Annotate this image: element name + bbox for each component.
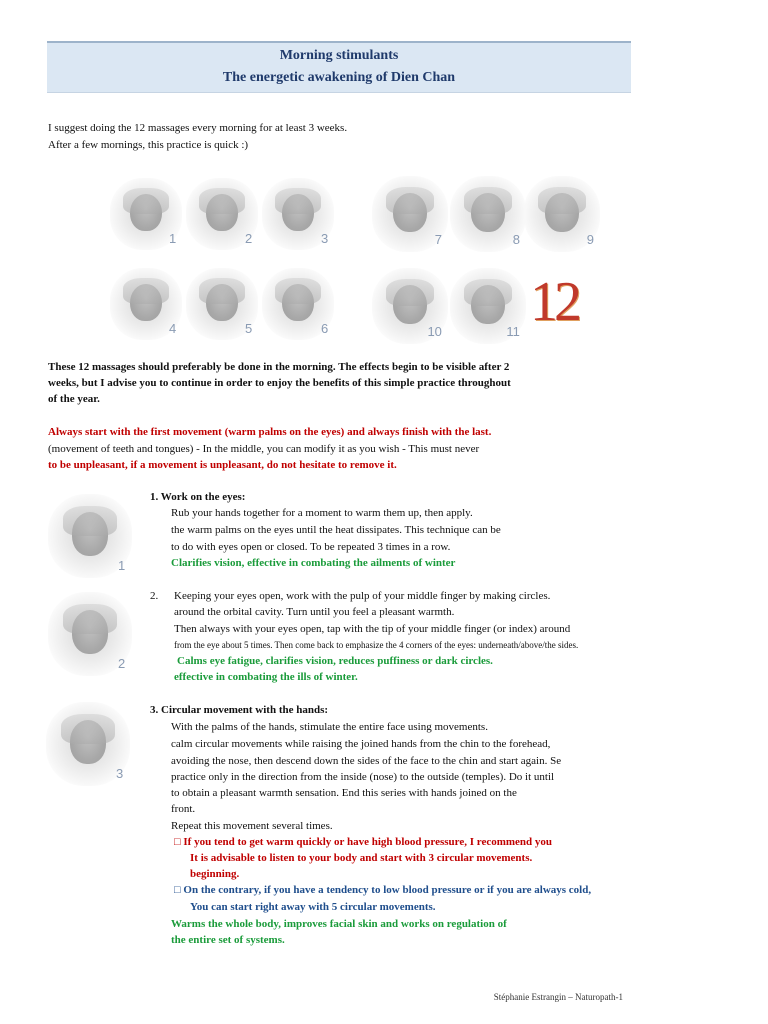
photo-number: 5 xyxy=(245,320,253,336)
section-3-title: 3. Circular movement with the hands: xyxy=(150,704,329,716)
summary-line-1: These 12 massages should preferably be done in the morning. The effects begin to be visible after 2 xyxy=(48,361,510,373)
massage-photo xyxy=(110,268,182,340)
low-pressure-note: □ On the contrary, if you have a tendency to low blood pressure or if you are always cold, xyxy=(174,884,592,896)
circular-photo xyxy=(46,702,130,786)
section-2-small-line: from the eye about 5 times. Then come back to emphasize the 4 corners of the eyes: underneath/above/the sides. xyxy=(174,640,579,650)
section-3-line: to obtain a pleasant warmth sensation. End this series with hands joined on the xyxy=(171,787,517,799)
summary-line-2: weeks, but I advise you to continue in order to enjoy the benefits of this simple practice throughout xyxy=(48,377,511,389)
rule-line-2: (movement of teeth and tongues) - In the middle, you can modify it as you wish - This must never xyxy=(48,443,480,455)
intro-line-2: After a few mornings, this practice is quick :) xyxy=(48,139,249,151)
photo-number: 4 xyxy=(169,320,177,336)
section-3-line: practice only in the direction from the inside (nose) to the outside (temples). Do it until xyxy=(171,771,555,783)
section-1-benefit: Clarifies vision, effective in combating the ailments of winter xyxy=(171,557,456,569)
massage-photo xyxy=(372,176,448,252)
section-2-line: Then always with your eyes open, tap with the tip of your middle finger (or index) around xyxy=(174,623,571,635)
massage-photo xyxy=(450,176,526,252)
title-line-2: The energetic awakening of Dien Chan xyxy=(222,70,456,85)
section-3-benefit: Warms the whole body, improves facial skin and works on regulation of xyxy=(171,918,507,930)
photo-number: 11 xyxy=(506,324,520,340)
orbital-photo xyxy=(48,592,132,676)
photo-number: 2 xyxy=(245,230,253,246)
photo-number: 3 xyxy=(116,765,124,781)
title-banner xyxy=(47,41,631,93)
massage-photo xyxy=(186,268,258,340)
massage-photo xyxy=(524,176,600,252)
number-twelve-graphic: 12 xyxy=(530,271,578,333)
massage-photo xyxy=(262,178,334,250)
section-2-benefit-2: effective in combating the ills of winter. xyxy=(174,671,358,683)
section-2-line: Keeping your eyes open, work with the pulp of your middle finger by making circles. xyxy=(174,590,551,602)
photo-number: 3 xyxy=(321,230,329,246)
intro-line-1: I suggest doing the 12 massages every morning for at least 3 weeks. xyxy=(48,122,348,134)
high-pressure-warning: It is advisable to listen to your body and start with 3 circular movements. xyxy=(190,852,533,864)
photo-number: 8 xyxy=(512,232,520,248)
massage-photo xyxy=(110,178,182,250)
section-1-line: the warm palms on the eyes until the heat dissipates. This technique can be xyxy=(171,524,501,536)
section-3-line: Repeat this movement several times. xyxy=(171,820,333,832)
section-1-title: 1. Work on the eyes: xyxy=(150,491,246,503)
massage-photo xyxy=(372,268,448,344)
photo-number: 10 xyxy=(427,324,442,340)
section-3-line: calm circular movements while raising the joined hands from the chin to the forehead, xyxy=(171,738,551,750)
summary-line-3: of the year. xyxy=(48,393,100,405)
section-3-line: With the palms of the hands, stimulate the entire face using movements. xyxy=(171,721,488,733)
photo-number: 1 xyxy=(169,230,177,246)
section-3-line: front. xyxy=(171,803,196,815)
photo-number: 6 xyxy=(321,320,329,336)
massage-photo xyxy=(186,178,258,250)
eyes-photo xyxy=(48,494,132,578)
rule-line-1: Always start with the first movement (warm palms on the eyes) and always finish with the last. xyxy=(48,426,492,438)
footer-author: Stéphanie Estrangin – Naturopath-1 xyxy=(493,992,623,1002)
section-1-line: to do with eyes open or closed. To be repeated 3 times in a row. xyxy=(171,541,451,553)
section-2-line: around the orbital cavity. Turn until you feel a pleasant warmth. xyxy=(174,606,455,618)
section-2-number: 2. xyxy=(150,590,159,602)
section-2-benefit-1: Calms eye fatigue, clarifies vision, reduces puffiness or dark circles. xyxy=(177,655,493,667)
section-1-line: Rub your hands together for a moment to warm them up, then apply. xyxy=(171,507,473,519)
massage-photo xyxy=(262,268,334,340)
section-3-line: avoiding the nose, then descend down the sides of the face to the chin and start again. Se xyxy=(171,755,562,767)
rule-line-3: to be unpleasant, if a movement is unpleasant, do not hesitate to remove it. xyxy=(48,459,397,471)
title-line-1: Morning stimulants xyxy=(279,48,399,63)
photo-number: 1 xyxy=(118,557,126,573)
low-pressure-note: You can start right away with 5 circular movements. xyxy=(190,901,436,913)
photo-number: 7 xyxy=(434,232,442,248)
high-pressure-warning: □ If you tend to get warm quickly or have high blood pressure, I recommend you xyxy=(174,836,553,848)
photo-number: 2 xyxy=(118,655,126,671)
massage-photo xyxy=(450,268,526,344)
section-3-benefit: the entire set of systems. xyxy=(171,934,285,946)
photo-number: 9 xyxy=(586,232,594,248)
high-pressure-warning: beginning. xyxy=(190,868,240,880)
